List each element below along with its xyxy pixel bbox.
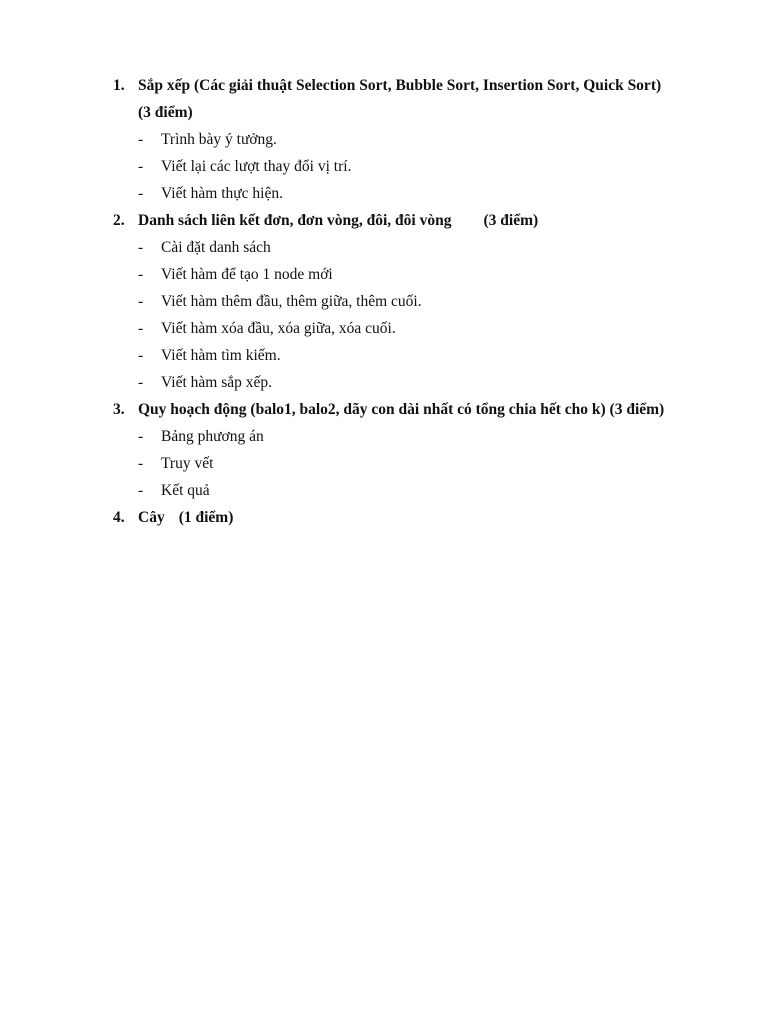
bullet-dash: - bbox=[138, 131, 144, 148]
list-item bbox=[113, 342, 733, 369]
list-item-text: Bảng phương án bbox=[161, 428, 264, 445]
list-item-text: Viết hàm để tạo 1 node mới bbox=[161, 266, 333, 283]
bullet-dash: - bbox=[138, 158, 144, 175]
section-heading bbox=[113, 207, 733, 234]
list-item-text: Viết hàm thực hiện. bbox=[161, 185, 283, 202]
bullet-dash: - bbox=[138, 482, 144, 499]
section-points: (3 điểm) bbox=[138, 104, 193, 121]
bullet-dash: - bbox=[138, 239, 144, 256]
numbered-list bbox=[113, 72, 733, 531]
bullet-dash: - bbox=[138, 428, 144, 445]
list-item bbox=[113, 477, 733, 504]
list-item bbox=[113, 369, 733, 396]
list-item-text: Trình bày ý tưởng. bbox=[161, 131, 277, 148]
section-title: Cây bbox=[138, 509, 165, 526]
list-item-text: Viết hàm thêm đầu, thêm giữa, thêm cuối. bbox=[161, 293, 422, 310]
section-1 bbox=[113, 72, 733, 207]
list-item-text: Viết lại các lượt thay đổi vị trí. bbox=[161, 158, 352, 175]
bullet-dash: - bbox=[138, 185, 144, 202]
bullet-dash: - bbox=[138, 266, 144, 283]
list-item bbox=[113, 153, 733, 180]
bullet-dash: - bbox=[138, 374, 144, 391]
section-heading bbox=[113, 72, 733, 99]
section-heading bbox=[113, 396, 733, 423]
list-item bbox=[113, 288, 733, 315]
bullet-dash: - bbox=[138, 455, 144, 472]
list-item bbox=[113, 126, 733, 153]
list-item bbox=[113, 450, 733, 477]
list-item-text: Viết hàm xóa đầu, xóa giữa, xóa cuối. bbox=[161, 320, 396, 337]
list-item-text: Viết hàm sắp xếp. bbox=[161, 374, 272, 391]
section-title: Quy hoạch động (balo1, balo2, dãy con dài nhất có tổng chia hết cho k) (3 điểm) bbox=[138, 401, 665, 418]
list-item bbox=[113, 423, 733, 450]
section-points: (1 điểm) bbox=[178, 509, 234, 526]
list-item-text: Cài đặt danh sách bbox=[161, 239, 271, 256]
section-3 bbox=[113, 396, 733, 504]
list-item bbox=[113, 180, 733, 207]
list-item-text: Viết hàm tìm kiếm. bbox=[161, 347, 281, 364]
section-number: 3. bbox=[113, 401, 125, 418]
list-item bbox=[113, 234, 733, 261]
section-number: 2. bbox=[113, 212, 125, 229]
section-4 bbox=[113, 504, 733, 531]
list-item-text: Kết quả bbox=[161, 482, 210, 499]
section-title: Sắp xếp (Các giải thuật Selection Sort, Bubble Sort, Insertion Sort, Quick Sort) bbox=[138, 77, 662, 94]
bullet-dash: - bbox=[138, 320, 144, 337]
bullet-dash: - bbox=[138, 347, 144, 364]
list-item bbox=[113, 315, 733, 342]
section-title: Danh sách liên kết đơn, đơn vòng, đôi, đôi vòng bbox=[138, 212, 452, 229]
section-number: 4. bbox=[113, 509, 125, 526]
section-number: 1. bbox=[113, 77, 125, 94]
list-item bbox=[113, 261, 733, 288]
section-points: (3 điểm) bbox=[483, 212, 539, 229]
bullet-dash: - bbox=[138, 293, 144, 310]
section-2 bbox=[113, 207, 733, 396]
list-item-text: Truy vết bbox=[161, 455, 214, 472]
section-heading bbox=[113, 504, 733, 531]
